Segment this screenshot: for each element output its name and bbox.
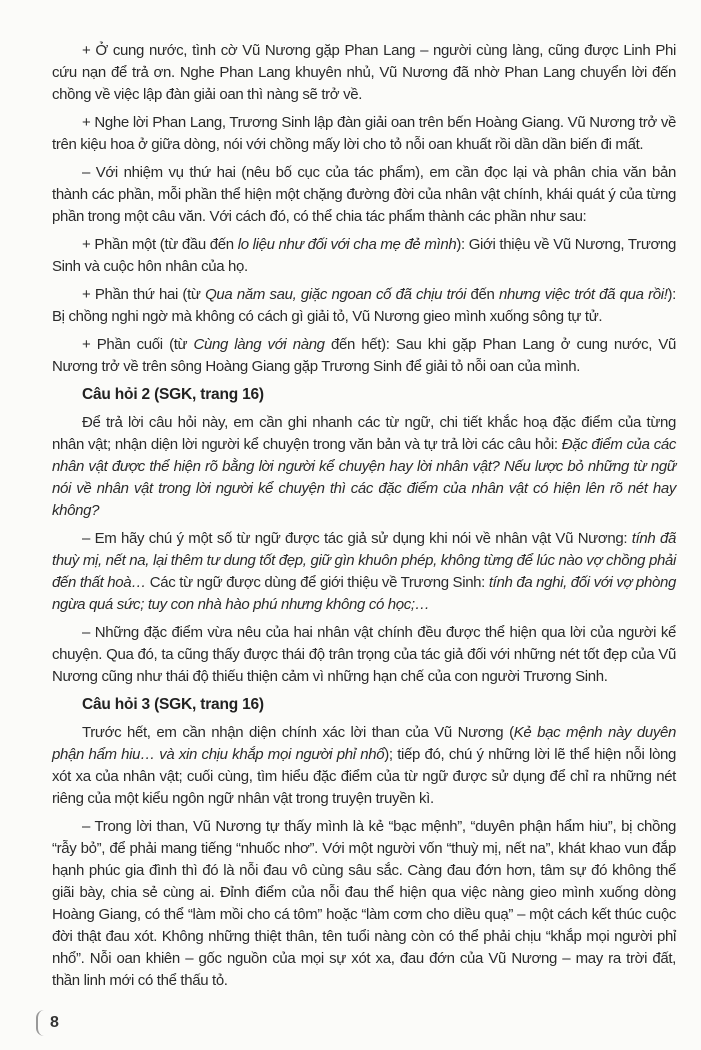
text-run: ); tiếp đó, chú ý những lời lẽ thể hiện nỗi lòng xót xa của nhân vật; cuối cùng, tìm hiểu đặc điểm của từ ngữ được sử dụng để chỉ ra những nét riêng của một kiểu ngôn ngữ nhân vật trong truyện truyền kì.: [52, 746, 676, 807]
text-run: – Với nhiệm vụ thứ hai (nêu bố cục của tác phẩm), em cần đọc lại và phân chia văn bản thành các phần, mỗi phần thể hiện một chặng đường đời của nhân vật chính, khái quát ý của từng phần trong một câu văn. Với cách đó, có thể chia tác phẩm thành các phần như sau:: [52, 164, 676, 225]
text-run: Câu hỏi 3 (SGK, trang 16): [82, 696, 264, 713]
text-run: – Em hãy chú ý một số từ ngữ được tác giả sử dụng khi nói về nhân vật Vũ Nương:: [82, 530, 632, 547]
text-run: ): Bị chồng nghi ngờ mà không có cách gì giải tỏ, Vũ Nương gieo mình xuống sông tự tử.: [52, 286, 676, 325]
text-run: – Trong lời than, Vũ Nương tự thấy mình là kẻ “bạc mệnh”, “duyên phận hẩm hiu”, bị chồng “rẫy bỏ”, để phải mang tiếng “nhuốc nhơ”. Với một người vốn “thuỳ mị, nết na”, khát khao vun đắp hạnh phúc gia đình thì đó là nỗi đau vô cùng sâu sắc. Càng đau đớn hơn, tâm sự đó không thể giãi bày, chia sẻ cùng ai. Đỉnh điểm của nỗi đau thể hiện qua việc nàng gieo mình xuống dòng Hoàng Giang, có thể “làm mồi cho cá tôm” hoặc “làm cơm cho diều quạ” – một cách kết thúc cuộc đời thật đau xót. Không những thiệt thân, tên tuổi nàng còn có thể phải chịu “khắp mọi người phỉ nhổ”. Nỗi oan khiên – gốc nguồn của mọi sự xót xa, đau đớn của Vũ Nương – may ra trời đất, thần linh mới có thể thấu tỏ.: [52, 818, 676, 989]
italic-quote: lo liệu như đối với cha mẹ đẻ mình: [237, 236, 457, 253]
text-run: Trước hết, em cần nhận diện chính xác lời than của Vũ Nương (: [82, 724, 514, 741]
paragraph: [52, 816, 676, 992]
paragraph: [52, 722, 676, 810]
italic-quote: tính đã thuỳ mị, nết na, lại thêm tư dung tốt đẹp, giữ gìn khuôn phép, không từng để lúc nào vợ chồng phải đến thất hoà…: [52, 530, 677, 591]
paragraph: [52, 234, 676, 278]
paragraph: [52, 412, 676, 522]
text-run: Các từ ngữ được dùng để giới thiệu về Trương Sinh:: [145, 574, 489, 591]
paragraph: [52, 528, 676, 616]
italic-quote: Kẻ bạc mệnh này duyên phận hẩm hiu… và xin chịu khắp mọi người phỉ nhổ: [52, 724, 676, 763]
text-run: + Phần thứ hai (từ: [82, 286, 206, 303]
page-number-bracket: [36, 1010, 44, 1036]
italic-quote: Qua năm sau, giặc ngoan cố đã chịu trói: [205, 286, 467, 303]
text-run: Câu hỏi 2 (SGK, trang 16): [82, 386, 264, 403]
text-run: đến hết): Sau khi gặp Phan Lang ở cung nước, Vũ Nương trở về trên sông Hoàng Giang gặp Trương Sinh để giải tỏ nỗi oan của mình.: [52, 336, 676, 375]
paragraph: [52, 112, 676, 156]
text-run: đến: [466, 286, 500, 303]
page-number-text: 8: [50, 1014, 59, 1032]
paragraph: [52, 162, 676, 228]
text-run: + Ở cung nước, tình cờ Vũ Nương gặp Phan Lang – người cùng làng, cũng được Linh Phi cứu nạn để trả ơn. Nghe Phan Lang khuyên nhủ, Vũ Nương đã nhờ Phan Lang chuyển lời đến chồng về việc lập đàn giải oan thì nàng sẽ trở về.: [52, 42, 676, 103]
paragraph: [52, 40, 676, 106]
section-heading: [52, 384, 676, 406]
page-number: [36, 1010, 59, 1036]
paragraph: [52, 622, 676, 688]
italic-quote: nhưng việc trót đã qua rồi!: [499, 286, 668, 303]
paragraph: [52, 334, 676, 378]
page-body: [52, 40, 676, 998]
text-run: ): Giới thiệu về Vũ Nương, Trương Sinh và cuộc hôn nhân của họ.: [52, 236, 676, 275]
text-run: + Nghe lời Phan Lang, Trương Sinh lập đàn giải oan trên bến Hoàng Giang. Vũ Nương trở về trên kiệu hoa ở giữa dòng, nói với chồng mấy lời cho tỏ nỗi oan khuất rồi dần dần biến đi mất.: [52, 114, 676, 153]
text-run: + Phần một (từ đầu đến: [82, 236, 238, 253]
section-heading: [52, 694, 676, 716]
italic-quote: Đặc điểm của các nhân vật được thể hiện rõ bằng lời người kể chuyện hay lời nhân vật? Nếu lược bỏ những từ ngữ nói về nhân vật trong lời người kể chuyện thì các đặc điểm của nhân vật có hiện lên rõ nét hay không?: [52, 436, 677, 519]
italic-quote: Cùng làng với nàng: [193, 336, 325, 353]
paragraph: [52, 284, 676, 328]
text-run: + Phần cuối (từ: [82, 336, 194, 353]
italic-quote: tính đa nghi, đối với vợ phòng ngừa quá sức; tuy con nhà hào phú nhưng không có học;…: [52, 574, 677, 613]
text-run: – Những đặc điểm vừa nêu của hai nhân vật chính đều được thể hiện qua lời của người kể chuyện. Qua đó, ta cũng thấy được thái độ trân trọng của tác giả đối với những nét tốt đẹp của Vũ Nương cũng như thái độ thiếu thiện cảm vì những hạn chế của con người Trương Sinh.: [52, 624, 676, 685]
text-run: Để trả lời câu hỏi này, em cần ghi nhanh các từ ngữ, chi tiết khắc hoạ đặc điểm của từng nhân vật; nhận diện lời người kể chuyện trong văn bản và tự trả lời các câu hỏi:: [52, 414, 676, 453]
